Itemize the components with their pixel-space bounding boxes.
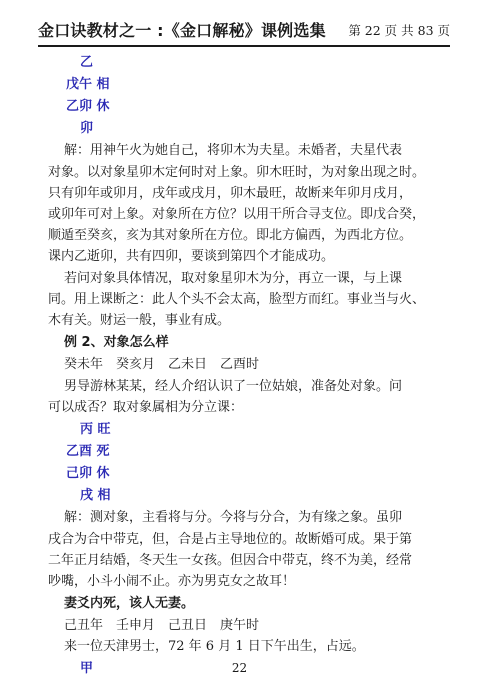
lesson-1-row-3: 乙卯 休 — [66, 99, 110, 114]
lesson-1-row-2: 戊午 相 — [66, 77, 110, 92]
paragraph-line: 来一位天津男士，72 年 6 月 1 日下午出生，占远。 — [64, 639, 365, 654]
paragraph-line: 课内乙逝卯，共有四卯，要谈到第四个才能成功。 — [48, 249, 335, 264]
paragraph-line: 解：测对象，主看将与分。今将与分合，为有缘之象。虽卯 — [64, 510, 403, 525]
lesson-2-row-4: 戌 相 — [80, 488, 111, 503]
example-2-heading: 例 2、对象怎么样 — [64, 335, 169, 350]
paragraph-line: 吵嘴，小斗小闹不止。亦为男克女之故耳！ — [48, 574, 296, 589]
page-number: 22 — [231, 661, 248, 675]
lesson-1-row-1: 乙 — [80, 55, 94, 70]
paragraph-line: 男导游林某某，经人介绍认识了一位姑娘，准备处对象。问 — [64, 379, 403, 394]
paragraph-line: 二年正月结婚，冬天生一女孩。但因合中带克，终不为美，经常 — [48, 553, 413, 568]
header-divider — [38, 45, 450, 47]
lesson-2-row-2: 乙酉 死 — [66, 444, 110, 459]
example-3-heading: 妻爻内死，该人无妻。 — [64, 596, 195, 611]
paragraph-line: 或卯年可对上象。对象所在方位？以用干所合寻支位。即戊合癸， — [48, 207, 426, 222]
lesson-1-row-4: 卯 — [80, 121, 94, 136]
paragraph-line: 对象。以对象星卯木定何时对上象。卯木旺时，为对象出现之时。 — [48, 165, 426, 180]
paragraph-line: 戌合为合中带克，但，合是占主导地位的。故断婚可成。果于第 — [48, 532, 413, 547]
lesson-3-row-1: 甲 — [80, 661, 94, 676]
paragraph-line: 只有卯年或卯月，戌年或戌月，卯木最旺，故断来年卯月戌月， — [48, 186, 413, 201]
page-header — [38, 18, 450, 42]
date-line: 癸未年 癸亥月 乙未日 乙酉时 — [64, 357, 260, 372]
paragraph-line: 可以成否？取对象属相为分立课： — [48, 400, 244, 415]
date-line: 己丑年 壬申月 己丑日 庚午时 — [64, 618, 260, 633]
paragraph-line: 顺遁至癸亥，亥为其对象所在方位。即北方偏西，为西北方位。 — [48, 228, 413, 243]
paragraph-line: 木有关。财运一般，事业有成。 — [48, 313, 231, 328]
lesson-2-row-1: 丙 旺 — [80, 422, 111, 437]
paragraph-line: 解：用神午火为她自己，将卯木为夫星。未婚者，夫星代表 — [64, 143, 403, 158]
page-info: 第 22 页 共 83 页 — [348, 23, 450, 38]
paragraph-line: 若问对象具体情况，取对象星卯木为分，再立一课，与上课 — [64, 271, 403, 286]
paragraph-line: 同。用上课断之：此人个头不会太高，脸型方而红。事业当与火、 — [48, 292, 426, 307]
lesson-2-row-3: 己卯 休 — [66, 466, 110, 481]
document-title: 金口诀教材之一 :《金口解秘》课例选集 — [38, 21, 326, 40]
